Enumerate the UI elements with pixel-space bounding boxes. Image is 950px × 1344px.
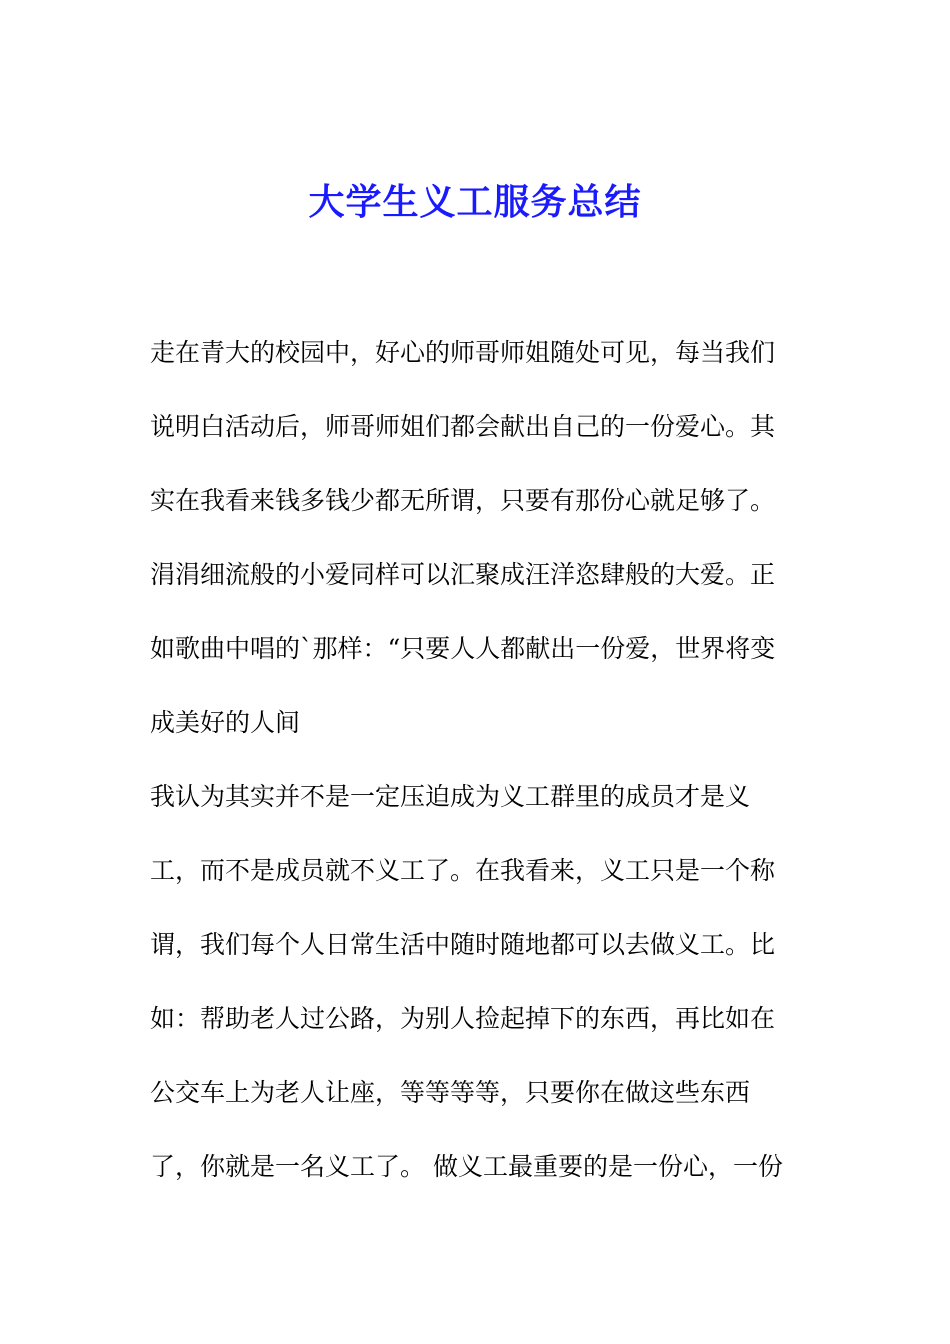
body-line: 实在我看来钱多钱少都无所谓，只要有那份心就足够了。 (150, 486, 776, 515)
body-line: 如：帮助老人过公路，为别人捡起掉下的东西，再比如在 (150, 1004, 776, 1033)
body-line: 成美好的人间 (150, 708, 301, 737)
document-title: 大学生义工服务总结 (308, 182, 642, 223)
body-line: 涓涓细流般的小爱同样可以汇聚成汪洋恣肆般的大爱。正 (150, 560, 776, 589)
body-line: 如歌曲中唱的`那样：“只要人人都献出一份爱，世界将变 (150, 634, 776, 663)
body-line: 我认为其实并不是一定压迫成为义工群里的成员才是义 (150, 782, 751, 811)
body-line: 谓，我们每个人日常生活中随时随地都可以去做义工。比 (150, 930, 776, 959)
body-line: 了，你就是一名义工了。 做义工最重要的是一份心，一份 (150, 1152, 783, 1181)
body-line: 工，而不是成员就不义工了。在我看来，义工只是一个称 (150, 856, 776, 885)
body-line: 公交车上为老人让座，等等等等，只要你在做这些东西 (150, 1078, 751, 1107)
body-line: 说明白活动后，师哥师姐们都会献出自己的一份爱心。其 (150, 412, 776, 441)
document-body (150, 330, 810, 1218)
body-line: 走在青大的校园中，好心的师哥师姐随处可见，每当我们 (150, 338, 776, 367)
